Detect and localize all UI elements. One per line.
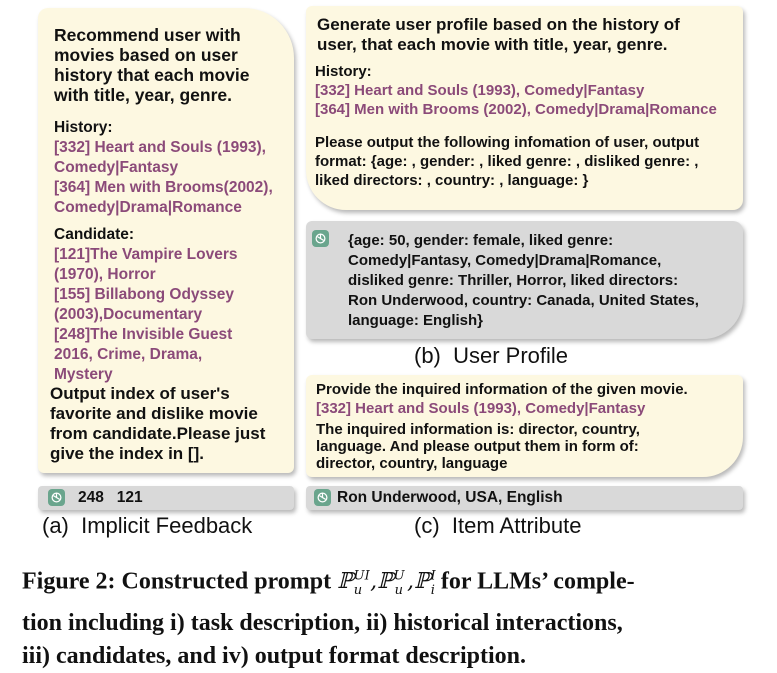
panel-a-task: Recommend user with movies based on user history that each movie with title, year, genre. (54, 25, 250, 105)
chatgpt-icon (312, 230, 329, 247)
panel-c-output-format: The inquired information is: director, country, language. And please output them in form of: director, country, language (316, 421, 640, 472)
panel-c-caption: (c) Item Attribute (414, 513, 582, 538)
panel-b-response-bubble (306, 221, 743, 339)
panel-c-response-bubble (306, 486, 743, 510)
prompt-math-symbols: ℙ$^{UI}_u$ ,ℙ$^U_u$ ,ℙ$^I_i$ (337, 569, 436, 598)
panel-b-task: Generate user profile based on the history of user, that each movie with title, year, genre. (317, 15, 680, 54)
panel-b-caption: (b) User Profile (414, 343, 569, 368)
panel-a-caption: (a) Implicit Feedback (42, 513, 253, 538)
panel-a-response-bubble (38, 486, 294, 510)
chatgpt-icon (314, 489, 331, 506)
panel-a-candidates: Candidate: [121]The Vampire Lovers (1970), Horror [155] Billabong Odyssey (2003),Documentary [248]The Invisible Guest 2016, Crime, Drama, Mystery (54, 226, 238, 383)
panel-a-response-text: 248 121 (78, 489, 143, 506)
panel-c-item: [332] Heart and Souls (1993), Comedy|Fantasy (316, 400, 646, 417)
panel-b-history: History: [332] Heart and Souls (1993), Comedy|Fantasy [364] Men with Brooms (2002), Comedy|Drama|Romance (315, 63, 717, 118)
chatgpt-icon (48, 489, 65, 506)
figure-caption-line-1: Figure 2: Constructed prompt ℙ$^{UI}_u$ ,ℙ$^U_u$ ,ℙ$^I_i$ for LLMs’ comple- (22, 568, 635, 598)
panel-b-prompt-bubble (306, 6, 743, 210)
figure-caption (22, 560, 635, 673)
panel-b-response-text: {age: 50, gender: female, liked genre: Comedy|Fantasy, Comedy|Drama|Romance, disliked genre: Thriller, Horror, liked directors: Ron Underwood, country: Canada, United States, language: English} (348, 232, 699, 329)
panel-c-task: Provide the inquired information of the given movie. (316, 381, 688, 398)
panel-c-prompt-bubble (306, 375, 743, 477)
figure-caption-line-2: tion including i) task description, ii) historical interactions, (22, 609, 623, 636)
panel-a-prompt-bubble (38, 8, 294, 473)
panel-b-output-format: Please output the following infomation of user, output format: {age: , gender: , liked genre: , disliked genre: , liked directors: , country: , language: } (315, 134, 700, 189)
panel-c-response-text: Ron Underwood, USA, English (337, 489, 563, 506)
panel-a-history: History: [332] Heart and Souls (1993), Comedy|Fantasy [364] Men with Brooms(2002), Comedy|Drama|Romance (54, 119, 273, 216)
panel-a-output-format: Output index of user's favorite and dislike movie from candidate.Please just give the index in []. (50, 384, 266, 463)
figure-caption-line-3: iii) candidates, and iv) output format description. (22, 642, 527, 669)
